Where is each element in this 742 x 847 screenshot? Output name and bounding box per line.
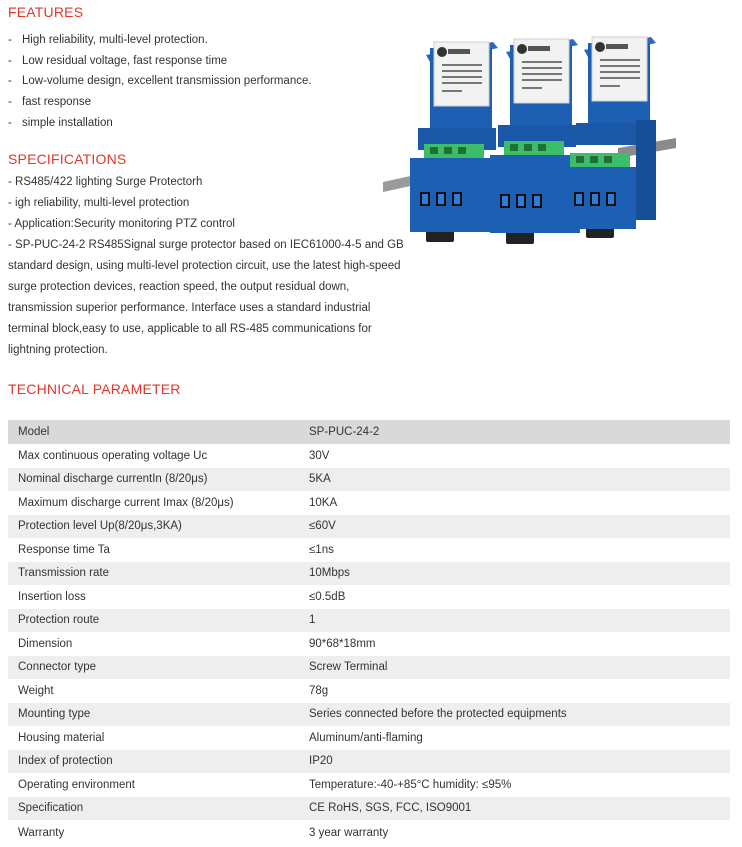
parameter-value: 5KA bbox=[299, 468, 730, 492]
table-row bbox=[8, 797, 730, 821]
table-row bbox=[8, 632, 730, 656]
table-row bbox=[8, 820, 730, 846]
features-item: - Low-volume design, excellent transmission performance. bbox=[8, 75, 312, 88]
parameter-name: Weight bbox=[8, 679, 299, 703]
parameter-value: 10Mbps bbox=[299, 562, 730, 586]
protector-module bbox=[410, 42, 500, 232]
table-row bbox=[8, 444, 730, 468]
spec-line: lightning protection. bbox=[8, 344, 108, 356]
parameter-name: Connector type bbox=[8, 656, 299, 680]
table-row bbox=[8, 750, 730, 774]
parameter-value: 3 year warranty bbox=[299, 820, 730, 846]
parameter-value: Aluminum/anti-flaming bbox=[299, 726, 730, 750]
parameter-name: Transmission rate bbox=[8, 562, 299, 586]
specifications-text bbox=[8, 172, 413, 361]
table-row bbox=[8, 773, 730, 797]
parameter-name: Warranty bbox=[8, 820, 299, 846]
table-row bbox=[8, 515, 730, 539]
parameter-name: Mounting type bbox=[8, 703, 299, 727]
features-item: - simple installation bbox=[8, 116, 113, 129]
parameter-value: Screw Terminal bbox=[299, 656, 730, 680]
parameter-value: Series connected before the protected equipments bbox=[299, 703, 730, 727]
technical-parameter-heading: TECHNICAL PARAMETER bbox=[8, 381, 181, 397]
product-image bbox=[378, 30, 678, 260]
parameter-name: Specification bbox=[8, 797, 299, 821]
parameter-value: IP20 bbox=[299, 750, 730, 774]
parameter-name: Maximum discharge current Imax (8/20μs) bbox=[8, 491, 299, 515]
parameter-value: CE RoHS, SGS, FCC, ISO9001 bbox=[299, 797, 730, 821]
table-header-row bbox=[8, 420, 730, 444]
spec-line: transmission superior performance. Interface uses a standard industrial bbox=[8, 302, 371, 314]
parameter-name: Housing material bbox=[8, 726, 299, 750]
table-row bbox=[8, 726, 730, 750]
table-row bbox=[8, 538, 730, 562]
parameter-name: Index of protection bbox=[8, 750, 299, 774]
parameter-name: Operating environment bbox=[8, 773, 299, 797]
parameter-name: Model bbox=[8, 420, 299, 444]
parameter-name: Nominal discharge currentIn (8/20μs) bbox=[8, 468, 299, 492]
parameter-value: 30V bbox=[299, 444, 730, 468]
table-row bbox=[8, 585, 730, 609]
technical-parameter-table bbox=[8, 420, 730, 846]
table-row bbox=[8, 703, 730, 727]
parameter-value: 10KA bbox=[299, 491, 730, 515]
table-row bbox=[8, 609, 730, 633]
spec-line: - SP-PUC-24-2 RS485Signal surge protector based on IEC61000-4-5 and GB bbox=[8, 239, 404, 251]
parameter-value: Temperature:-40-+85°C humidity: ≤95% bbox=[299, 773, 730, 797]
parameter-value: 78g bbox=[299, 679, 730, 703]
features-heading: FEATURES bbox=[8, 4, 84, 20]
specifications-heading: SPECIFICATIONS bbox=[8, 151, 127, 167]
parameter-value: ≤1ns bbox=[299, 538, 730, 562]
parameter-name: Protection level Up(8/20μs,3KA) bbox=[8, 515, 299, 539]
parameter-name: Insertion loss bbox=[8, 585, 299, 609]
spec-line: terminal block,easy to use, applicable to all RS-485 communications for bbox=[8, 323, 372, 335]
spec-line: standard design, using multi-level protection circuit, use the latest high-speed bbox=[8, 260, 401, 272]
parameter-name: Dimension bbox=[8, 632, 299, 656]
parameter-value: SP-PUC-24-2 bbox=[299, 420, 730, 444]
table-row bbox=[8, 491, 730, 515]
parameter-value: 90*68*18mm bbox=[299, 632, 730, 656]
features-item: - fast response bbox=[8, 96, 92, 109]
spec-line: - Application:Security monitoring PTZ control bbox=[8, 218, 235, 230]
parameter-value: ≤0.5dB bbox=[299, 585, 730, 609]
spec-line: - RS485/422 lighting Surge Protectorh bbox=[8, 176, 203, 188]
features-item: - High reliability, multi-level protection. bbox=[8, 34, 208, 46]
table-row bbox=[8, 656, 730, 680]
parameter-name: Max continuous operating voltage Uc bbox=[8, 444, 299, 468]
protector-module bbox=[568, 37, 656, 229]
spec-line: surge protection devices, reaction speed, the output residual down, bbox=[8, 281, 350, 293]
spec-line: - igh reliability, multi-level protection bbox=[8, 197, 190, 209]
parameter-value: 1 bbox=[299, 609, 730, 633]
parameter-name: Response time Ta bbox=[8, 538, 299, 562]
surge-protector-illustration bbox=[378, 30, 678, 260]
protector-module bbox=[490, 39, 580, 233]
features-item: - Low residual voltage, fast response time bbox=[8, 54, 228, 67]
table-row bbox=[8, 562, 730, 586]
table-row bbox=[8, 679, 730, 703]
features-list bbox=[8, 30, 312, 134]
table-row bbox=[8, 468, 730, 492]
parameter-name: Protection route bbox=[8, 609, 299, 633]
parameter-value: ≤60V bbox=[299, 515, 730, 539]
